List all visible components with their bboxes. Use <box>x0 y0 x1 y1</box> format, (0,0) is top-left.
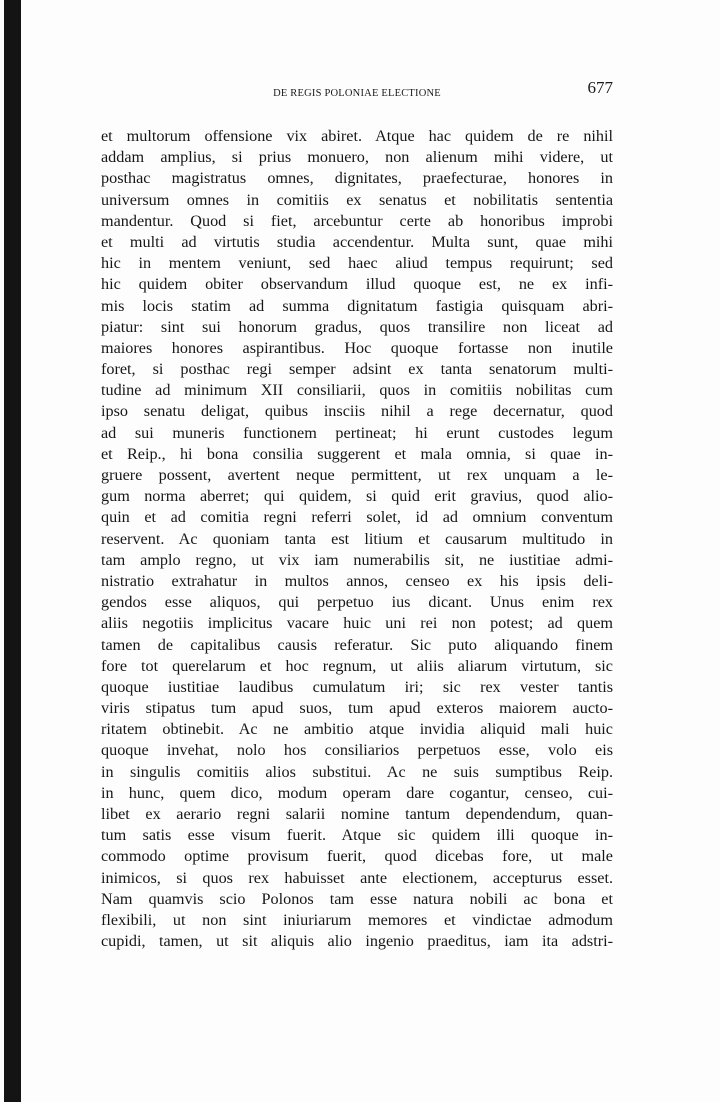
scan-binding-edge <box>4 0 21 1102</box>
text-line: hic in mentem veniunt, sed haec aliud tempus requirunt; sed <box>101 254 613 273</box>
text-line: maiores honores aspirantibus. Hoc quoque fortasse non inutile <box>101 338 613 357</box>
text-line: in hunc, quem dico, modum operam dare cogantur, censeo, cui- <box>101 783 613 802</box>
text-line: et multi ad virtutis studia accendentur. Multa sunt, quae mihi <box>101 232 613 251</box>
text-line: aliis negotiis implicitus vacare huic uni rei non potest; ad quem <box>101 614 613 633</box>
text-line: ipso senatu deligat, quibus insciis nihil a rege decernatur, quod <box>101 402 613 421</box>
text-line: foret, si posthac regi semper adsint ex tanta senatorum multi- <box>101 360 613 379</box>
text-line: quoque iustitiae laudibus cumulatum iri; sic rex vester tantis <box>101 677 613 696</box>
text-line: flexibili, ut non sint iniuriarum memores et vindictae admodum <box>101 910 613 929</box>
text-line: tam amplo regno, ut vix iam numerabilis sit, ne iustitiae admi- <box>101 550 613 569</box>
text-line: gum norma aberret; qui quidem, si quid erit gravius, quod alio- <box>101 487 613 506</box>
text-line: gruere possent, avertent neque permittent, ut rex unquam a le- <box>101 466 613 484</box>
text-line: ad sui muneris functionem pertineat; hi erunt custodes legum <box>101 423 613 442</box>
body-text <box>101 126 613 952</box>
text-line: hic quidem obiter observandum illud quoque est, ne ex infi- <box>101 275 613 294</box>
text-line: universum omnes in comitiis ex senatus et nobilitatis sententia <box>101 190 613 209</box>
text-line: cupidi, tamen, ut sit aliquis alio ingenio praeditus, iam ita adstri- <box>101 932 613 951</box>
text-line: gendos esse aliquos, qui perpetuo ius dicant. Unus enim rex <box>101 593 613 612</box>
text-line: piatur: sint sui honorum gradus, quos transilire non liceat ad <box>101 317 613 336</box>
text-line: Nam quamvis scio Polonos tam esse natura nobili ac bona et <box>101 889 613 908</box>
text-line: quoque invehat, nolo hos consiliarios perpetuos esse, volo eis <box>101 741 613 760</box>
book-page <box>101 78 613 952</box>
text-line: quin et ad comitia regni referri solet, id ad omnium conventum <box>101 508 613 527</box>
running-title: DE REGIS POLONIAE ELECTIONE <box>273 88 441 99</box>
text-line: addam amplius, si prius monuero, non alienum mihi videre, ut <box>101 148 613 167</box>
running-head <box>101 78 613 108</box>
text-line: viris stipatus tum apud suos, tum apud exteros maiorem aucto- <box>101 699 613 718</box>
text-line: tudine ad minimum XII consiliarii, quos in comitiis nobilitas cum <box>101 381 613 400</box>
text-line: mandentur. Quod si fiet, arcebuntur certe ab honoribus improbi <box>101 211 613 230</box>
text-line: et multorum offensione vix abiret. Atque hac quidem de re nihil <box>101 127 613 145</box>
text-line: ritatem obtinebit. Ac ne ambitio atque invidia aliquid mali huic <box>101 720 613 739</box>
text-line: libet ex aerario regni salarii nomine tantum dependendum, quan- <box>101 805 613 823</box>
text-line: tamen de capitalibus causis referatur. Sic puto aliquando finem <box>101 635 613 654</box>
page-number: 677 <box>587 78 613 97</box>
text-line: tum satis esse visum fuerit. Atque sic quidem illi quoque in- <box>101 826 613 845</box>
text-line: nistratio extrahatur in multos annos, censeo ex his ipsis deli- <box>101 571 613 590</box>
text-line: et Reip., hi bona consilia suggerent et mala omnia, si quae in- <box>101 444 613 463</box>
text-line: in singulis comitiis alios substitui. Ac ne suis sumptibus Reip. <box>101 762 613 781</box>
text-line: commodo optime provisum fuerit, quod dicebas fore, ut male <box>101 847 613 866</box>
text-line: mis locis statim ad summa dignitatum fastigia quisquam abri- <box>101 296 613 315</box>
text-line: reservent. Ac quoniam tanta est litium et causarum multitudo in <box>101 529 613 548</box>
text-line: posthac magistratus omnes, dignitates, praefecturae, honores in <box>101 169 613 188</box>
text-line: inimicos, si quos rex habuisset ante electionem, accepturus esset. <box>101 868 613 887</box>
text-line: fore tot querelarum et hoc regnum, ut aliis aliarum virtutum, sic <box>101 656 613 675</box>
